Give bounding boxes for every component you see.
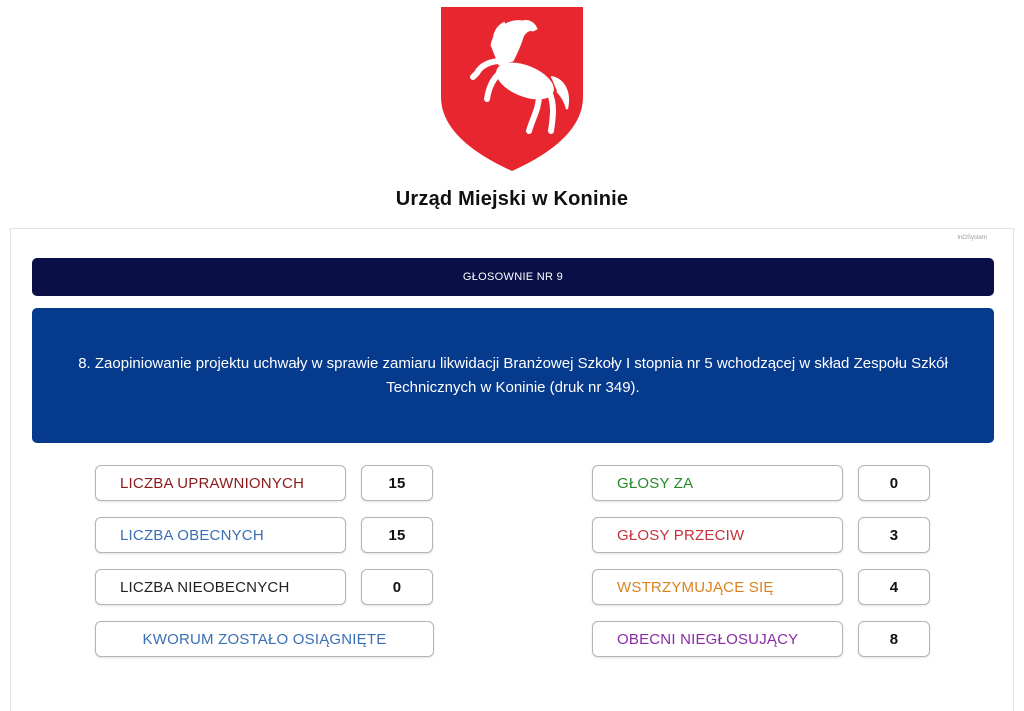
brand-label: InOSystem xyxy=(957,235,987,241)
votes-for-value: 0 xyxy=(858,465,930,501)
entitled-label: LICZBA UPRAWNIONYCH xyxy=(95,465,346,501)
abstain-label: WSTRZYMUJĄCE SIĘ xyxy=(592,569,843,605)
abstain-value: 4 xyxy=(858,569,930,605)
agenda-item-text: 8. Zaopiniowanie projektu uchwały w sprawie zamiaru likwidacji Branżowej Szkoły I stopnia nr 5 wchodzącej w skład Zespołu Szkół Technicznych w Koninie (druk nr 349). xyxy=(78,354,948,396)
agenda-item-box xyxy=(32,308,994,443)
not-voting-label: OBECNI NIEGŁOSUJĄCY xyxy=(592,621,843,657)
absent-label: LICZBA NIEOBECNYCH xyxy=(95,569,346,605)
voting-panel xyxy=(10,228,1014,711)
absent-value: 0 xyxy=(361,569,433,605)
org-title: Urząd Miejski w Koninie xyxy=(395,188,629,210)
vote-title: GŁOSOWNIE NR 9 xyxy=(462,271,564,283)
present-label: LICZBA OBECNYCH xyxy=(95,517,346,553)
not-voting-value: 8 xyxy=(858,621,930,657)
konin-coat-of-arms-icon xyxy=(439,5,585,173)
votes-for-label: GŁOSY ZA xyxy=(592,465,843,501)
vote-title-bar xyxy=(32,258,994,296)
votes-against-label: GŁOSY PRZECIW xyxy=(592,517,843,553)
entitled-value: 15 xyxy=(361,465,433,501)
quorum-status: KWORUM ZOSTAŁO OSIĄGNIĘTE xyxy=(95,621,434,657)
present-value: 15 xyxy=(361,517,433,553)
votes-against-value: 3 xyxy=(858,517,930,553)
